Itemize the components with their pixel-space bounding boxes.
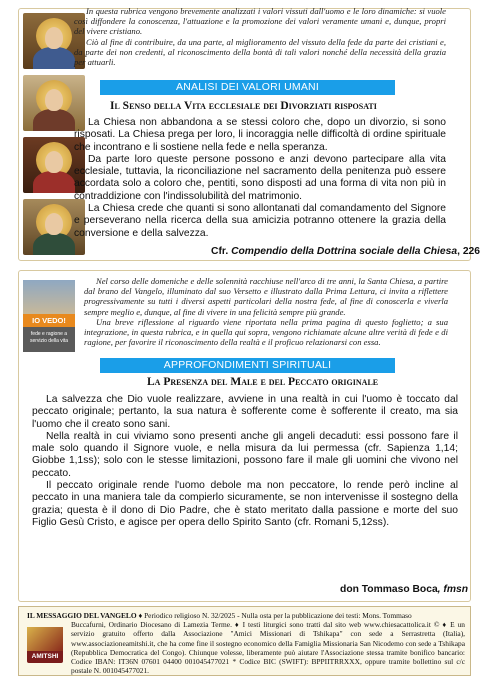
citation-suffix: , 226 xyxy=(457,246,480,257)
footer-text xyxy=(27,611,465,675)
values-intro xyxy=(74,6,446,67)
citation-prefix: Cfr. xyxy=(211,246,232,257)
spiritual-article-paragraph: Nella realtà in cui viviamo sono presenti anche gli angeli decaduti: essi possono fare il male solo quando il Signore vuole, e nella misura da lui permessa (cfr. Sapienza 1,14; Giobbe 1,1ss); solo con le stesse limitazioni, possono fare il male gli uomini che vivono nel peccato. xyxy=(32,430,458,479)
spiritual-article-paragraph: Il peccato originale rende l'uomo debole ma non peccatore, lo rende però incline al peccato in una maniera tale da compierlo sicuramente, se non intervenisse il sostegno della grazia; questa è il dono di Dio Padre, che è stato meritato dalla passione e morte del suo Figlio Gesù Cristo, e agisce per opera dello Spirito Santo (cfr. Romani 5,12ss). xyxy=(32,480,458,528)
io-vedo-title: IO VEDO! xyxy=(23,314,75,327)
footer-details: Buccafurni, Ordinario Diocesano di Lamezia Terme. ♦ I testi liturgici sono tratti dal sito web www.chiesacattolica.it © ♦ E un servizio gratuito offerto dalla Associazione "Amici Missionari di Tshikapa" con sede a Serrastretta (Italia), www.associazioneamitshi.it, che ha come fine il sostegno economico della Famiglia Missionaria San Nicodemo con sede a Tshikapa (Repubblica Democratica del Congo). Chiunque volesse, liberamente può aiutare l'Associazione stessa tramite bonifico bancario: Codice IBAN: IT36N 07601 04400 001045477021 * Codice BIC (SWIFT): BPPIITRRXXX, oppure tramite bollettino sul c/c postale N. 001045477021. xyxy=(71,620,465,676)
footer-first-line-text: ♦ Periodico religioso N. 32/2025 - Nulla osta per la pubblicazione dei testi: Mons. Tommaso xyxy=(136,611,412,620)
spiritual-intro-paragraph: Una breve riflessione al riguardo viene riportata nella prima pagina di questo foglietto; a sua integrazione, in questa rubrica, e in quella qui sopra, vengono richiamate alcune altre verità di fede e di ragione, per favorire il riconoscimento della realtà e il proficuo relazionarsi con essa. xyxy=(84,316,448,348)
values-article-title: Il Senso della Vita ecclesiale dei Divorziati risposati xyxy=(110,100,377,112)
values-citation xyxy=(211,246,480,257)
author-signature xyxy=(340,584,468,595)
spiritual-intro xyxy=(84,276,448,347)
publication-footer xyxy=(18,606,471,676)
spiritual-article-paragraph: La salvezza che Dio vuole realizzare, avviene in una realtà in cui l'uomo è toccato dal peccato originale; pertanto, la sua natura è sofferente come è sofferente il creato, ma sia l'uomo che il creato sono sani. xyxy=(32,394,458,430)
spiritual-intro-paragraph: Nel corso delle domeniche e delle solennità racchiuse nell'arco di tre anni, la Santa Chiesa, a partire dal brano del Vangelo, illuminato dal suo Versetto e illustrato dalla Prima Lettura, ci invita a riflettere progressivamente su tutti i diversi aspetti particolari della nostra fede, al fine di conoscerla e viverla sempre meglio e, dunque, al fine di vivere in una felicità sempre più grande. xyxy=(84,276,448,317)
spiritual-article-body xyxy=(32,394,458,529)
landscape-image xyxy=(23,280,75,314)
footer-first-line xyxy=(27,611,465,620)
author-name: don Tommaso Boca xyxy=(340,584,438,595)
logo-label: AMITSHI xyxy=(31,653,59,660)
values-article-paragraph: La Chiesa crede che quanti si sono allontanati dal comandamento del Signore e perseverano nella ricerca della sua amicizia potranno ottenere la grazia della conversione e della salvezza. xyxy=(74,203,446,239)
values-intro-paragraph: In questa rubrica vengono brevemente analizzati i valori vissuti dall'uomo e le loro dinamiche: si vuole così diffondere la conoscenza, l'attuazione e la promozione dei valori veramente umani e, dunque, propri del vivere cristiano. xyxy=(74,6,446,37)
spiritual-banner: APPROFONDIMENTI SPIRITUALI xyxy=(100,358,395,373)
values-banner: ANALISI DEI VALORI UMANI xyxy=(100,80,395,95)
values-article-paragraph: La Chiesa non abbandona a se stessi coloro che, dopo un divorzio, si sono risposati. La Chiesa prega per loro, li incoraggia nelle difficoltà di ordine spirituale che incontrano e li sostiene nella fede e nella speranza. xyxy=(74,117,446,153)
values-article-body xyxy=(74,117,446,240)
values-article-paragraph: Da parte loro queste persone possono e anzi devono partecipare alla vita ecclesiale, tuttavia, la riconciliazione nel sacramento della penitenza può essere accordata solo a coloro che, pentiti, sono disposti ad una forma di vita non più in contraddizione con l'indissolubilità del matrimonio. xyxy=(74,153,446,202)
io-vedo-subtitle: fede e ragione a servizio della vita xyxy=(23,327,75,352)
io-vedo-badge xyxy=(23,280,75,352)
footer-heading: IL MESSAGGIO DEL VANGELO xyxy=(27,611,137,620)
citation-work: Compendio della Dottrina sociale della Chiesa xyxy=(231,246,458,257)
spiritual-article-title: La Presenza del Male e del Peccato originale xyxy=(147,376,379,388)
author-suffix: , fmsn xyxy=(437,584,468,595)
values-intro-paragraph: Ciò al fine di contribuire, da una parte, al miglioramento del vissuto della fede da parte dei cristiani e, da parte dei non credenti, al riconoscimento della bontà di tali valori nonché della necessità della grazia per attuarli. xyxy=(74,36,446,68)
